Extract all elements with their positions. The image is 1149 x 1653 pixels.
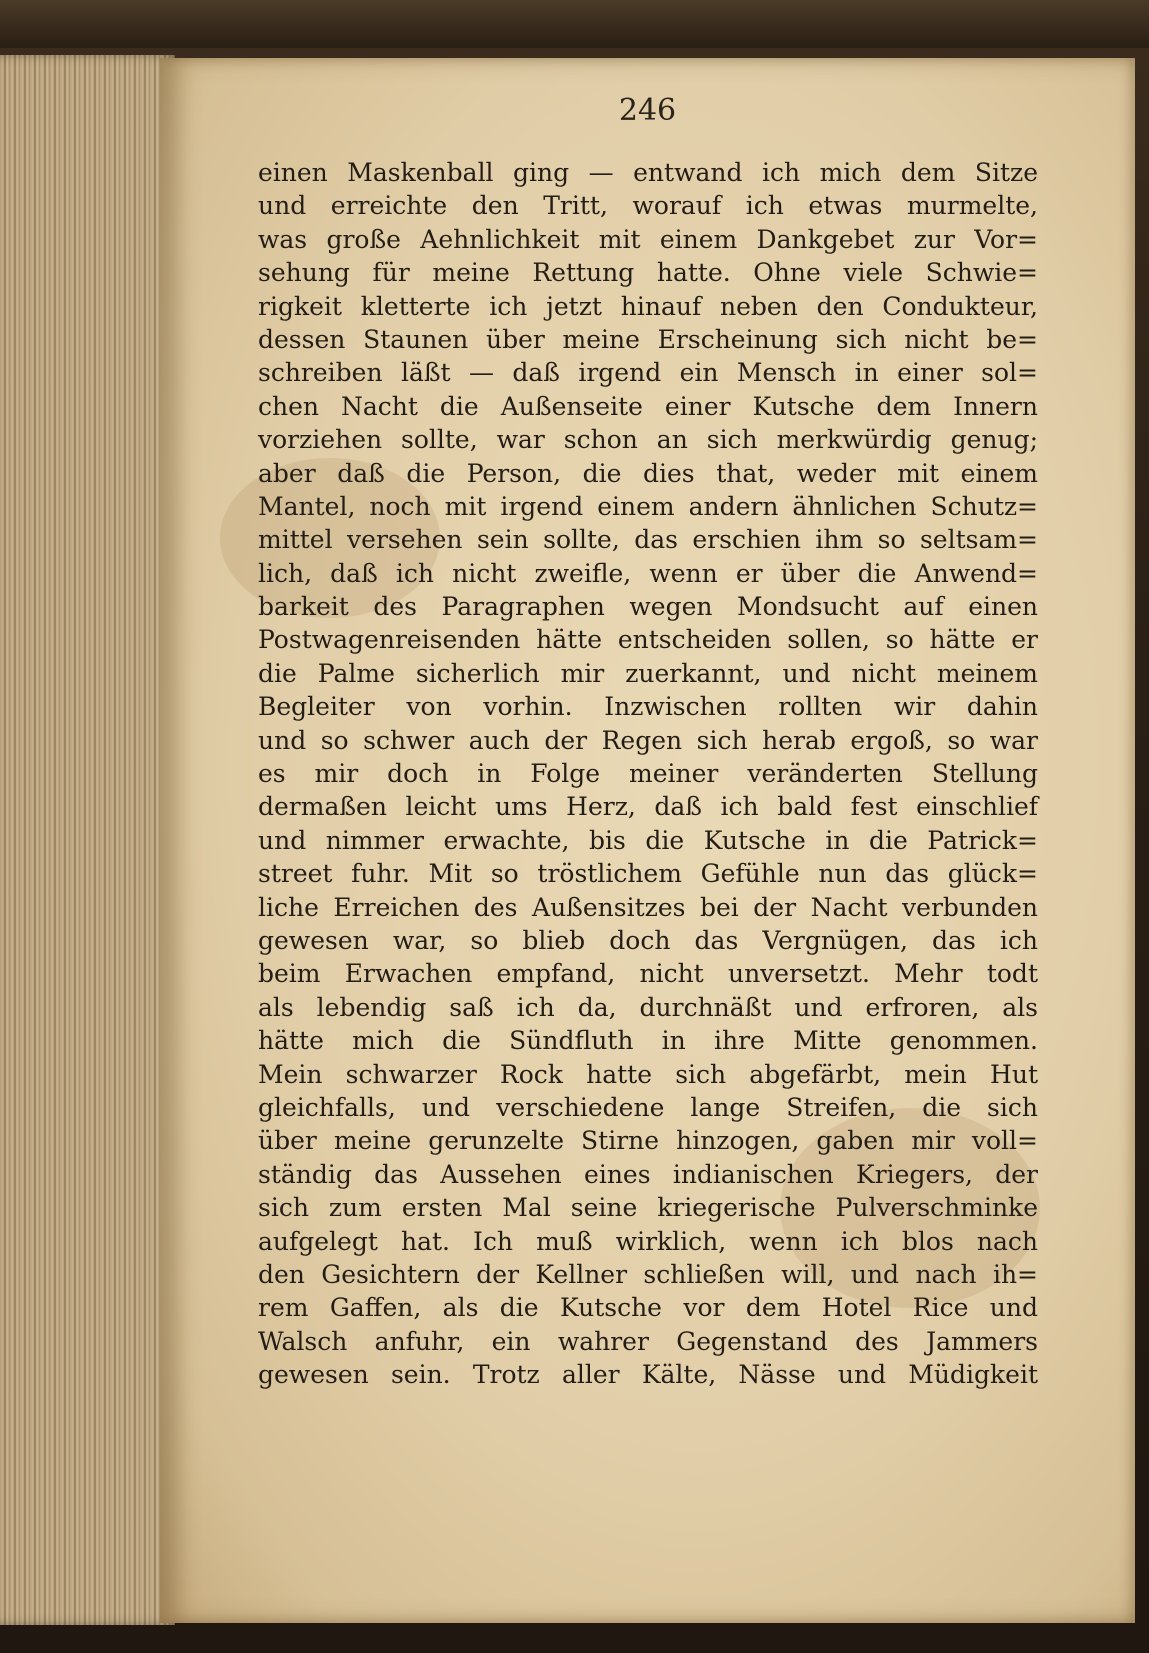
text-line: Mantel, noch mit irgend einem andern ähnlichen Schutz= — [258, 491, 1038, 521]
page-edges — [0, 55, 175, 1625]
cover-top-edge — [0, 0, 1149, 48]
text-line: aufgelegt hat. Ich muß wirklich, wenn ich blos nach — [258, 1226, 1038, 1256]
text-line: als lebendig saß ich da, durchnäßt und erfroren, als — [258, 992, 1038, 1022]
text-line: über meine gerunzelte Stirne hinzogen, gaben mir voll= — [258, 1126, 1038, 1156]
text-line: dessen Staunen über meine Erscheinung sich nicht be= — [258, 324, 1038, 354]
text-line: Walsch anfuhr, ein wahrer Gegenstand des Jammers — [258, 1326, 1038, 1356]
text-line: und nimmer erwachte, bis die Kutsche in die Patrick= — [258, 825, 1038, 855]
text-line: sich zum ersten Mal seine kriegerische Pulverschminke — [258, 1193, 1038, 1223]
body-text — [258, 156, 1038, 1391]
text-line: beim Erwachen empfand, nicht unversetzt. Mehr todt — [258, 959, 1038, 989]
text-line: gleichfalls, und verschiedene lange Streifen, die sich — [258, 1092, 1038, 1122]
text-line: gewesen war, so blieb doch das Vergnügen, das ich — [258, 925, 1038, 955]
text-line: liche Erreichen des Außensitzes bei der Nacht verbunden — [258, 892, 1038, 922]
text-line: chen Nacht die Außenseite einer Kutsche dem Innern — [258, 391, 1038, 421]
text-line: dermaßen leicht ums Herz, daß ich bald fest einschlief — [258, 792, 1038, 822]
text-line: street fuhr. Mit so tröstlichem Gefühle nun das glück= — [258, 859, 1038, 889]
text-line: und so schwer auch der Regen sich herab ergoß, so war — [258, 725, 1038, 755]
text-line: schreiben läßt — daß irgend ein Mensch in einer sol= — [258, 358, 1038, 388]
text-line: vorziehen sollte, war schon an sich merkwürdig genug; — [258, 425, 1038, 455]
text-line: einen Maskenball ging — entwand ich mich dem Sitze — [258, 158, 1038, 187]
text-line: hätte mich die Sündfluth in ihre Mitte genommen. — [258, 1026, 1038, 1056]
text-line: lich, daß ich nicht zweifle, wenn er über die Anwend= — [258, 558, 1038, 588]
text-line: Mein schwarzer Rock hatte sich abgefärbt, mein Hut — [258, 1059, 1038, 1089]
text-line: den Gesichtern der Kellner schließen will, und nach ih= — [258, 1259, 1038, 1289]
text-line: mittel versehen sein sollte, das erschien ihm so seltsam= — [258, 525, 1038, 555]
book-page — [160, 58, 1135, 1623]
text-line: rem Gaffen, als die Kutsche vor dem Hotel Rice und — [258, 1293, 1038, 1323]
text-line: es mir doch in Folge meiner veränderten Stellung — [258, 759, 1038, 789]
page-number: 246 — [618, 93, 677, 128]
text-line: sehung für meine Rettung hatte. Ohne viele Schwie= — [258, 258, 1038, 288]
text-line: ständig das Aussehen eines indianischen Kriegers, der — [258, 1159, 1038, 1189]
text-line: und erreichte den Tritt, worauf ich etwas murmelte, — [258, 191, 1038, 221]
text-line: barkeit des Paragraphen wegen Mondsucht auf einen — [258, 592, 1038, 622]
text-line: aber daß die Person, die dies that, weder mit einem — [258, 458, 1038, 488]
text-line: gewesen sein. Trotz aller Kälte, Nässe und Müdigkeit — [258, 1360, 1038, 1390]
text-line: Postwagenreisenden hätte entscheiden sollen, so hätte er — [258, 625, 1038, 655]
text-line: was große Aehnlichkeit mit einem Dankgebet zur Vor= — [258, 224, 1038, 254]
text-line: die Palme sicherlich mir zuerkannt, und nicht meinem — [258, 658, 1038, 688]
text-line: rigkeit kletterte ich jetzt hinauf neben den Condukteur, — [258, 291, 1038, 321]
text-line: Begleiter von vorhin. Inzwischen rollten wir dahin — [258, 692, 1038, 722]
